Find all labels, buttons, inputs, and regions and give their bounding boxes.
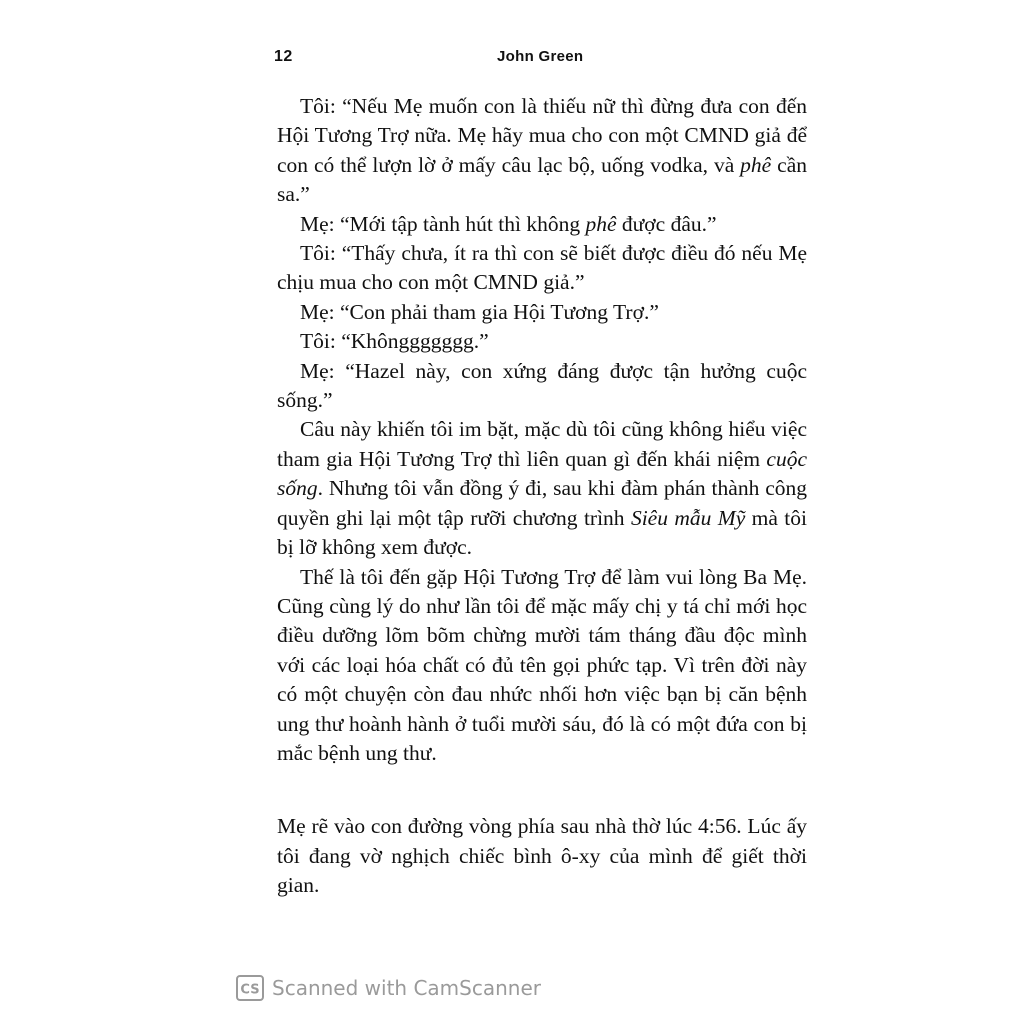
running-head-author: John Green — [497, 48, 584, 65]
paragraph: Tôi: “Nếu Mẹ muốn con là thiếu nữ thì đừng đưa con đến Hội Tương Trợ nữa. Mẹ hãy mua cho con một CMND giả để con có thể lượn lờ ở mấy câu lạc bộ, uống vodka, và phê cần sa.” — [277, 94, 807, 207]
page-number: 12 — [274, 48, 293, 65]
paragraph: Tôi: “Khônggggggg.” — [300, 329, 489, 354]
camscanner-watermark — [236, 975, 541, 1001]
paragraph: Thế là tôi đến gặp Hội Tương Trợ để làm vui lòng Ba Mẹ. Cũng cùng lý do như lần tôi để mặc mấy chị y tá chỉ mới học điều dưỡng lõm bõm chừng mười tám tháng đầu độc mình với các loại hóa chất có đủ tên gọi phức tạp. Vì trên đời này có một chuyện còn đau nhức nhối hơn việc bạn bị căn bệnh ung thư hoành hành ở tuổi mười sáu, đó là có một đứa con bị mắc bệnh ung thư. — [277, 564, 807, 765]
paragraph: Mẹ: “Con phải tham gia Hội Tương Trợ.” — [300, 299, 659, 324]
paragraph: Mẹ: “Mới tập tành hút thì không phê được đâu.” — [300, 211, 717, 236]
paragraph: Câu này khiến tôi im bặt, mặc dù tôi cũng không hiểu việc tham gia Hội Tương Trợ thì liên quan gì đến khái niệm cuộc sống. Nhưng tôi vẫn đồng ý đi, sau khi đàm phán thành công quyền ghi lại một tập rưỡi chương trình Siêu mẫu Mỹ mà tôi bị lỡ không xem được. — [277, 417, 808, 560]
paragraph: Tôi: “Thấy chưa, ít ra thì con sẽ biết được điều đó nếu Mẹ chịu mua cho con một CMND giả.” — [277, 241, 807, 295]
body-text — [277, 92, 807, 901]
paragraph: Mẹ: “Hazel này, con xứng đáng được tận hưởng cuộc sống.” — [277, 358, 807, 413]
section-break — [277, 768, 807, 812]
section-opening-paragraph: Mẹ rẽ vào con đường vòng phía sau nhà thờ lúc 4:56. Lúc ấy tôi đang vờ nghịch chiếc bình ô-xy của mình để giết thời gian. — [277, 814, 807, 898]
camscanner-logo-icon — [236, 975, 264, 1001]
watermark-text: Scanned with CamScanner — [272, 976, 541, 1000]
camscanner-logo-text: CS — [240, 982, 260, 998]
